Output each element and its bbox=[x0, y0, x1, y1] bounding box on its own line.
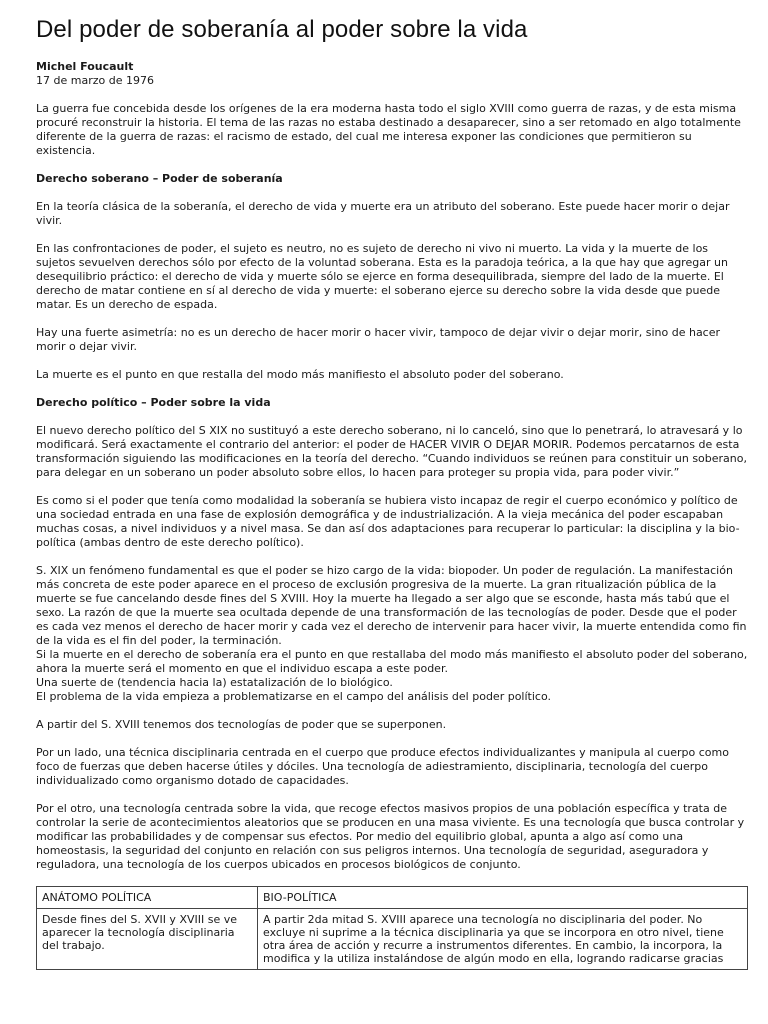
page-title: Del poder de soberanía al poder sobre la vida bbox=[36, 16, 528, 43]
paragraph: El problema de la vida empieza a problematizarse en el campo del análisis del poder político. bbox=[36, 690, 551, 703]
paragraph: Si la muerte en el derecho de soberanía era el punto en que restallaba del modo más manifiesto el absoluto poder del soberano, ahora la muerte será el momento en que el individuo escapa a este poder. bbox=[36, 648, 748, 675]
table-row bbox=[37, 909, 748, 970]
paragraph: En las confrontaciones de poder, el sujeto es neutro, no es sujeto de derecho ni vivo ni muerto. La vida y la muerte de los sujetos sevuelven derechos sólo por efecto de la voluntad soberana. Esta es la paradoja teórica, a la que hay que agregar un desequilibrio práctico: el derecho de vida y muerte sólo se ejerce en forma desequilibrada, siempre del lado de la muerte. El derecho de matar contiene en sí al derecho de vida y muerte: el soberano ejerce su derecho sobre la vida desde que puede matar. Es un derecho de espada. bbox=[36, 242, 728, 311]
paragraph: Es como si el poder que tenía como modalidad la soberanía se hubiera visto incapaz de regir el cuerpo económico y político de una sociedad entrada en una fase de explosión demográfica y de industrialización. A la vieja mecánica del poder escapaban muchas cosas, a nivel individuos y a nivel masa. Se dan así dos adaptaciones para recuperar lo particular: la disciplina y la bio-política (ambas dentro de este derecho político). bbox=[36, 494, 740, 549]
intro-paragraph: La guerra fue concebida desde los orígenes de la era moderna hasta todo el siglo XVIII como guerra de razas, y de esta misma procuré reconstruir la historia. El tema de las razas no estaba destinado a desaparecer, sino a ser retomado en algo totalmente diferente de la guerra de razas: el racismo de estado, del cual me interesa exponer las condiciones que permitieron su existencia. bbox=[36, 102, 741, 157]
paragraph: En la teoría clásica de la soberanía, el derecho de vida y muerte era un atributo del soberano. Este puede hacer morir o dejar vivir. bbox=[36, 200, 730, 227]
paragraph: Por un lado, una técnica disciplinaria centrada en el cuerpo que produce efectos individualizantes y manipula al cuerpo como foco de fuerzas que deben hacerse útiles y dóciles. Una tecnología de adiestramiento, disciplinaria, tecnología del cuerpo individualizado como organismo dotado de capacidades. bbox=[36, 746, 729, 787]
paragraph: Hay una fuerte asimetría: no es un derecho de hacer morir o hacer vivir, tampoco de dejar vivir o dejar morir, sino de hacer morir o dejar vivir. bbox=[36, 326, 721, 353]
comparison-table bbox=[36, 886, 748, 970]
section-heading-2: Derecho político – Poder sobre la vida bbox=[36, 396, 271, 409]
paragraph: Una suerte de (tendencia hacia la) estatalización de lo biológico. bbox=[36, 676, 393, 689]
paragraph: Por el otro, una tecnología centrada sobre la vida, que recoge efectos masivos propios de una población específica y trata de controlar la serie de acontecimientos aleatorios que se producen en una masa viviente. Es una tecnología que busca controlar y modificar las probabilidades y de compensar sus efectos. Por medio del equilibrio global, apunta a algo así como una homeostasis, la seguridad del conjunto en relación con sus peligros internos. Una tecnología de seguridad, aseguradora y reguladora, una tecnología de los cuerpos ubicados en procesos biológicos de conjunto. bbox=[36, 802, 745, 871]
table-header-cell: BIO-POLÍTICA bbox=[258, 887, 748, 909]
paragraph: A partir del S. XVIII tenemos dos tecnologías de poder que se superponen. bbox=[36, 718, 447, 731]
table-header-cell: ANÁTOMO POLÍTICA bbox=[37, 887, 258, 909]
author: Michel Foucault bbox=[36, 60, 134, 73]
table-cell: Desde fines del S. XVII y XVIII se ve aparecer la tecnología disciplinaria del trabajo. bbox=[37, 909, 258, 970]
paragraph: La muerte es el punto en que restalla del modo más manifiesto el absoluto poder del soberano. bbox=[36, 368, 564, 381]
paragraph: El nuevo derecho político del S XIX no sustituyó a este derecho soberano, ni lo canceló, sino que lo penetrará, lo atravesará y lo modificará. Será exactamente el contrario del anterior: el poder de HACER VIVIR O DEJAR MORIR. Podemos percatarnos de esta transformación siguiendo las modificaciones en la teoría del derecho. “Cuando individuos se reúnen para constituir un soberano, para delegar en un soberano un poder absoluto sobre ellos, lo hacen para proteger su propia vida, para poder vivir.” bbox=[36, 424, 747, 479]
table-header-row bbox=[37, 887, 748, 909]
paragraph: S. XIX un fenómeno fundamental es que el poder se hizo cargo de la vida: biopoder. Un poder de regulación. La manifestación más concreta de este poder aparece en el proceso de exclusión progresiva de la muerte. La gran ritualización pública de la muerte se fue cancelando desde fines del S XVIII. Hoy la muerte ha llegado a ser algo que se esconde, hasta más tabú que el sexo. La razón de que la muerte sea ocultada depende de una transformación de las tecnologías de poder. Desde que el poder es cada vez menos el derecho de hacer morir y cada vez el derecho de intervenir para hacer vivir, la muerte entendida como fin de la vida es el fin del poder, la terminación. bbox=[36, 564, 747, 647]
section-heading-1: Derecho soberano – Poder de soberanía bbox=[36, 172, 283, 185]
date: 17 de marzo de 1976 bbox=[36, 74, 154, 87]
table-cell: A partir 2da mitad S. XVIII aparece una tecnología no disciplinaria del poder. No excluye ni suprime a la técnica disciplinaria ya que se incorpora en otro nivel, tiene otra área de acción y recurre a instrumentos diferentes. En cambio, la incorpora, la modifica y la utiliza instalándose de algún modo en ella, logrando radicarse gracias bbox=[258, 909, 748, 970]
